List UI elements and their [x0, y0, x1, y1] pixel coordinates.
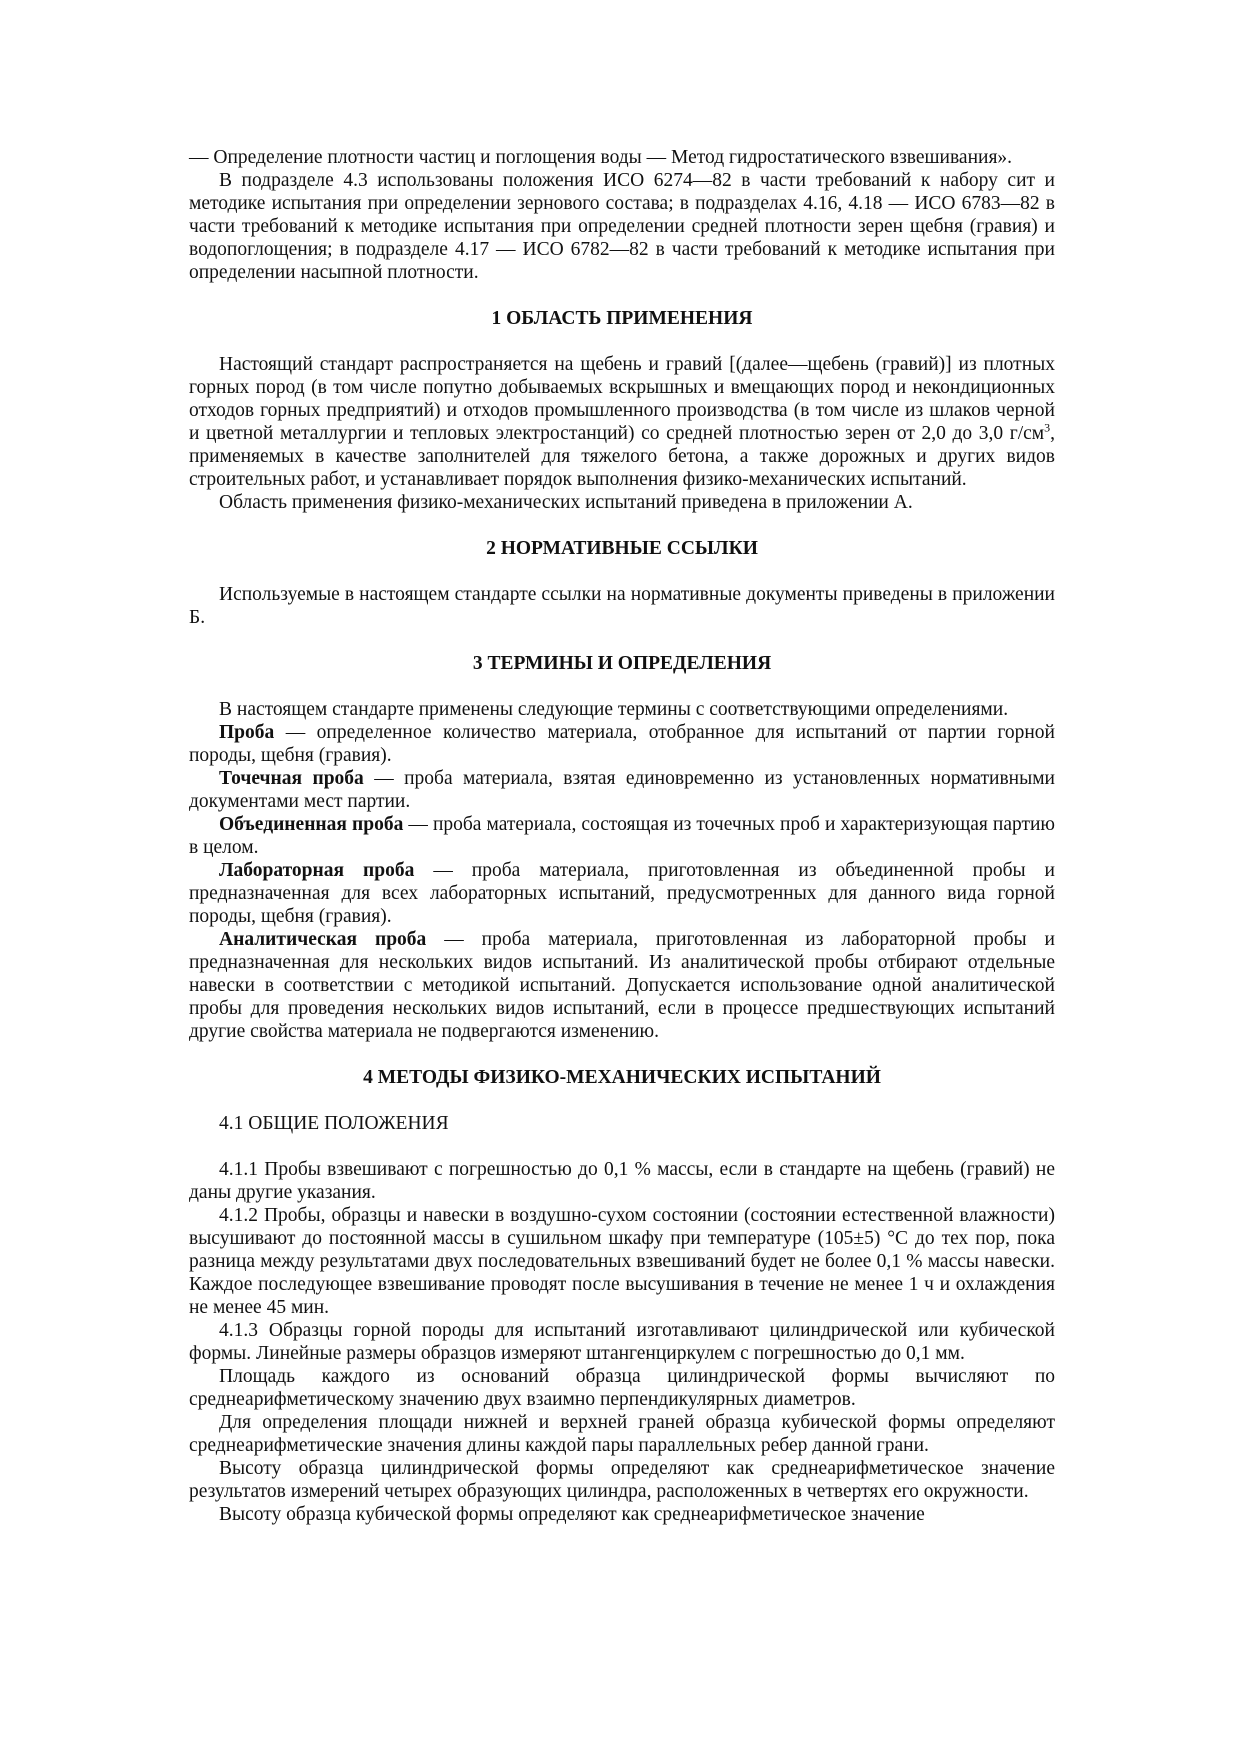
- term: Точечная проба: [219, 768, 364, 789]
- term-definition: [189, 928, 1055, 1043]
- intro-paragraph-1: — Определение плотности частиц и поглощения воды — Метод гидростатического взвешивания».: [189, 147, 1013, 168]
- term-definition: [189, 859, 1055, 928]
- section-4-paragraph: Высоту образца кубической формы определяют как среднеарифметическое значение: [219, 1504, 925, 1525]
- section-4-paragraph: 4.1.2 Пробы, образцы и навески в воздушно-сухом состоянии (состоянии естественной влажности) высушивают до постоянной массы в сушильном шкафу при температуре (105±5) °С до тех пор, пока разница между результатами двух последовательных взвешиваний будет не более 0,1 % массы навески. Каждое последующее взвешивание проводят после высушивания в течение не менее 1 ч и охлаждения не менее 45 мин.: [189, 1205, 1055, 1318]
- superscript-cube: 3: [1044, 420, 1051, 435]
- section-3-intro: В настоящем стандарте применены следующие термины с соответствующими определениями.: [219, 699, 1009, 720]
- section-4-subheading: 4.1 ОБЩИЕ ПОЛОЖЕНИЯ: [219, 1113, 449, 1134]
- section-1-paragraph-1: [189, 353, 1055, 491]
- section-3-heading: 3 ТЕРМИНЫ И ОПРЕДЕЛЕНИЯ: [472, 653, 772, 674]
- section-4-paragraph: Высоту образца цилиндрической формы определяют как среднеарифметическое значение результатов измерений четырех образующих цилиндра, расположенных в четвертях его окружности.: [189, 1458, 1055, 1502]
- section-2-paragraph-1: Используемые в настоящем стандарте ссылки на нормативные документы приведены в приложении Б.: [189, 584, 1055, 628]
- section-1-paragraph-1-tail: , применяемых в качестве заполнителей для тяжелого бетона, а также дорожных и других видов строительных работ, и устанавливает порядок выполнения физико-механических испытаний.: [189, 423, 1055, 490]
- term: Проба: [219, 722, 275, 743]
- definition: — определенное количество материала, отобранное для испытаний от партии горной породы, щебня (гравия).: [189, 722, 1055, 766]
- document-page: [189, 146, 1055, 1526]
- term: Аналитическая проба: [219, 929, 427, 950]
- term-definition: [189, 813, 1055, 859]
- definition: — проба материала, приготовленная из объединенной пробы и предназначенная для всех лабораторных испытаний, предусмотренных для данного вида горной породы, щебня (гравия).: [189, 860, 1055, 927]
- section-4-paragraph: 4.1.3 Образцы горной породы для испытаний изготавливают цилиндрической или кубической формы. Линейные размеры образцов измеряют штангенциркулем с погрешностью до 0,1 мм.: [189, 1320, 1055, 1364]
- section-4-paragraph: 4.1.1 Пробы взвешивают с погрешностью до 0,1 % массы, если в стандарте на щебень (гравий) не даны другие указания.: [189, 1159, 1055, 1203]
- term: Объединенная проба: [219, 814, 404, 835]
- term-definition: [189, 721, 1055, 767]
- section-4-paragraph: Площадь каждого из оснований образца цилиндрической формы вычисляют по среднеарифметическому значению двух взаимно перпендикулярных диаметров.: [189, 1366, 1055, 1410]
- intro-paragraph-2: В подразделе 4.3 использованы положения ИСО 6274—82 в части требований к набору сит и методике испытания при определении зернового состава; в подразделах 4.16, 4.18 — ИСО 6783—82 в части требований к методике испытания при определении средней плотности зерен щебня (гравия) и водопоглощения; в подразделе 4.17 — ИСО 6782—82 в части требований к методике испытания при определении насыпной плотности.: [189, 170, 1055, 283]
- definition: — проба материала, состоящая из точечных проб и характеризующая партию в целом.: [189, 814, 1055, 858]
- section-4-paragraph: Для определения площади нижней и верхней граней образца кубической формы определяют среднеарифметические значения длины каждой пары параллельных ребер данной грани.: [189, 1412, 1055, 1456]
- section-2-heading: 2 НОРМАТИВНЫЕ ССЫЛКИ: [486, 538, 758, 559]
- term-definition: [189, 767, 1055, 813]
- definition: — проба материала, приготовленная из лабораторной пробы и предназначенная для нескольких видов испытаний. Из аналитической пробы отбирают отдельные навески в соответствии с методикой испытаний. Допускается использование одной аналитической пробы для проведения нескольких видов испытаний, если в процессе предшествующих испытаний другие свойства материала не подвергаются изменению.: [189, 929, 1055, 1042]
- section-1-heading: 1 ОБЛАСТЬ ПРИМЕНЕНИЯ: [491, 308, 753, 329]
- term: Лабораторная проба: [219, 860, 415, 881]
- section-1-paragraph-1-text: Настоящий стандарт распространяется на щебень и гравий [(далее—щебень (гравий)] из плотных горных пород (в том числе попутно добываемых вскрышных и вмещающих пород и некондиционных отходов горных предприятий) и отходов промышленного производства (в том числе из шлаков черной и цветной металлургии и тепловых электростанций) со средней плотностью зерен от 2,0 до 3,0 г/см: [189, 354, 1055, 444]
- definition: — проба материала, взятая единовременно из установленных нормативными документами мест партии.: [189, 768, 1055, 812]
- section-1-paragraph-2: Область применения физико-механических испытаний приведена в приложении А.: [219, 492, 913, 513]
- section-4-heading: 4 МЕТОДЫ ФИЗИКО-МЕХАНИЧЕСКИХ ИСПЫТАНИЙ: [363, 1067, 881, 1088]
